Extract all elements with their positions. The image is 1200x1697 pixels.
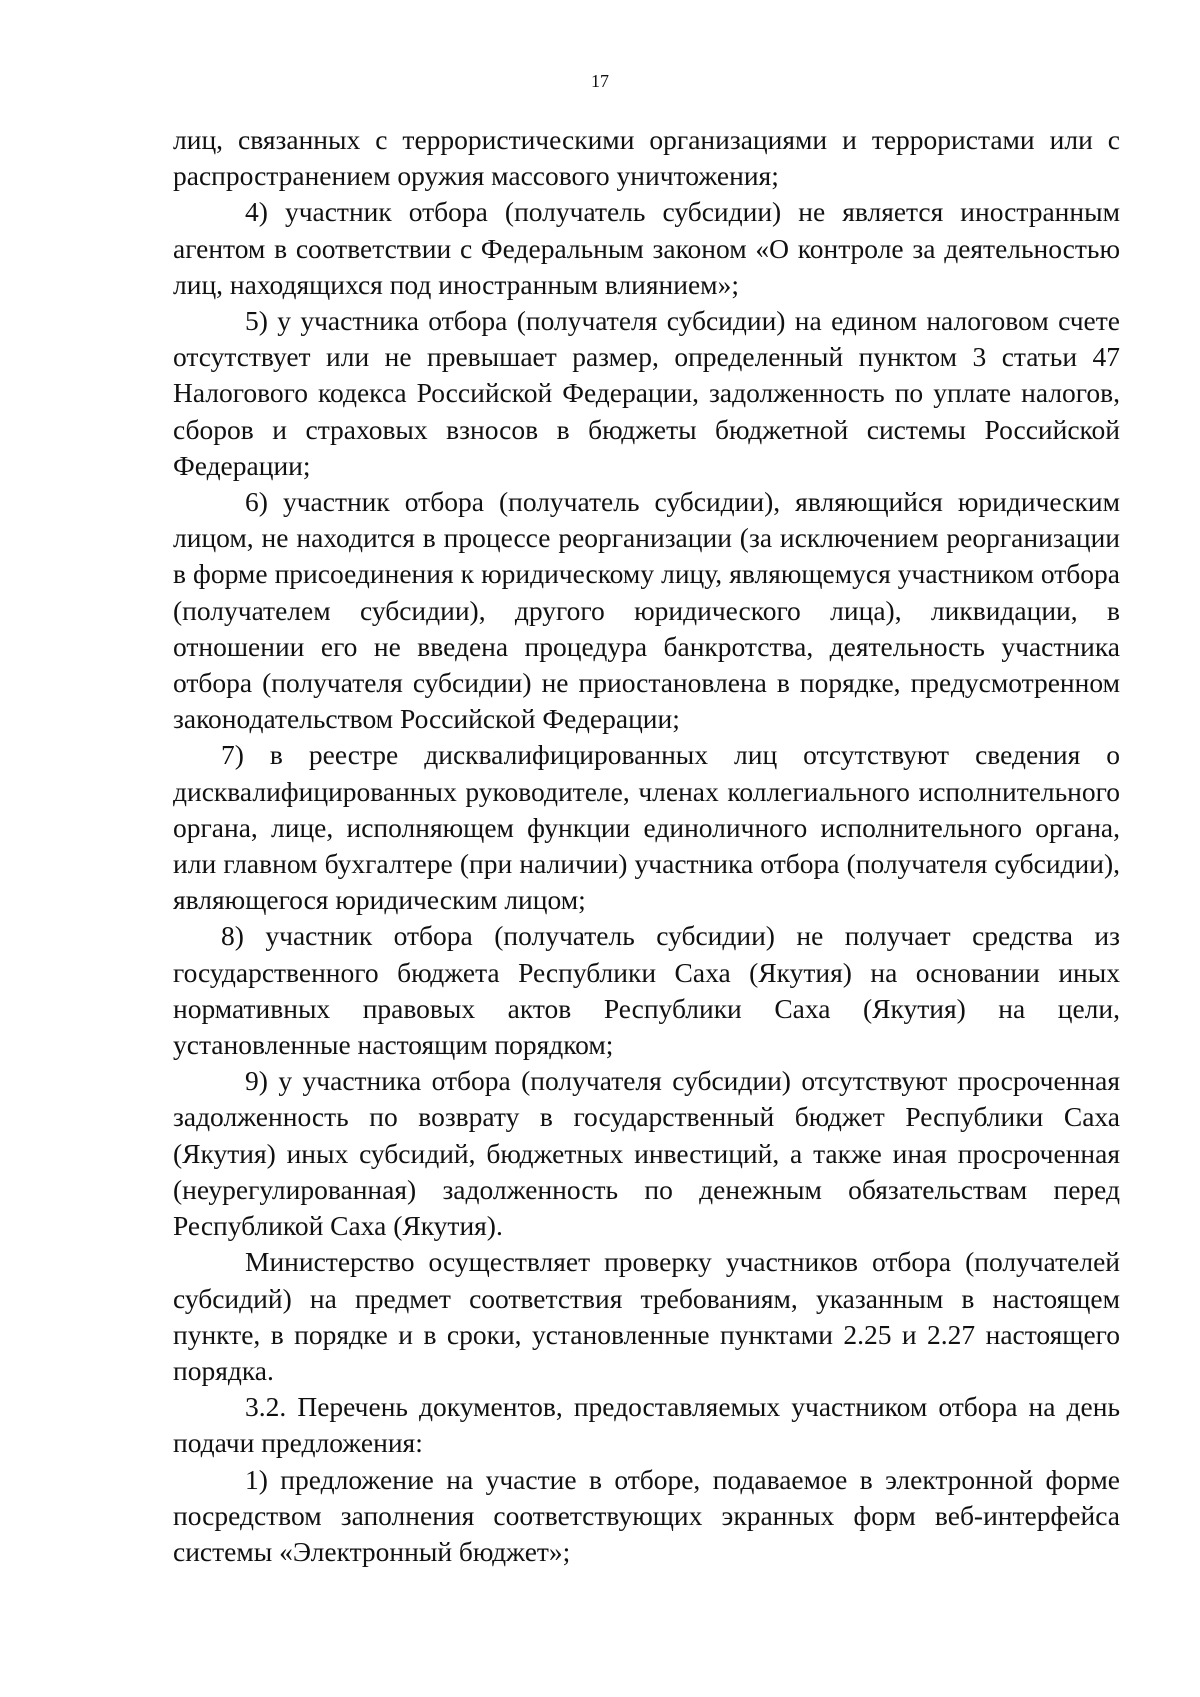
paragraph-section-3-2: 3.2. Перечень документов, предоставляемых участником отбора на день подачи предложения:: [173, 1391, 1120, 1459]
paragraph-item-4: 4) участник отбора (получатель субсидии) не является иностранным агентом в соответствии с Федеральным законом «О контроле за деятельностью лиц, находящихся под иностранным влиянием»;: [173, 196, 1120, 300]
paragraph-item-8: 8) участник отбора (получатель субсидии) не получает средства из государственного бюджета Республики Саха (Якутия) на основании иных нормативных правовых актов Республики Саха (Якутия) на цели, установленные настоящим порядком;: [173, 920, 1120, 1061]
document-body: [173, 122, 1120, 1570]
paragraph-document-item-1: 1) предложение на участие в отборе, подаваемое в электронной форме посредством заполнения соответствующих экранных форм веб-интерфейса системы «Электронный бюджет»;: [173, 1463, 1120, 1567]
paragraph-continuation: лиц, связанных с террористическими организациями и террористами или с распространением оружия массового уничтожения;: [173, 124, 1120, 192]
paragraph-ministry-check: Министерство осуществляет проверку участников отбора (получателей субсидий) на предмет соответствия требованиям, указанным в настоящем пункте, в порядке и в сроки, установленные пунктами 2.25 и 2.27 настоящего порядка.: [173, 1246, 1120, 1386]
paragraph-item-9: 9) у участника отбора (получателя субсидии) отсутствуют просроченная задолженность по возврату в государственный бюджет Республики Саха (Якутия) иных субсидий, бюджетных инвестиций, а также иная просроченная (неурегулированная) задолженность по денежным обязательствам перед Республикой Саха (Якутия).: [173, 1065, 1120, 1242]
page-number: 17: [591, 71, 609, 91]
paragraph-item-6: 6) участник отбора (получатель субсидии), являющийся юридическим лицом, не находится в процессе реорганизации (за исключением реорганизации в форме присоединения к юридическому лицу, являющемуся участником отбора (получателем субсидии), другого юридического лица), ликвидации, в отношении его не введена процедура банкротства, деятельность участника отбора (получателя субсидии) не приостановлена в порядке, предусмотренном законодательством Российской Федерации;: [173, 486, 1120, 735]
paragraph-item-7: 7) в реестре дисквалифицированных лиц отсутствуют сведения о дисквалифицированных руководителе, членах коллегиального исполнительного органа, лице, исполняющем функции единоличного исполнительного органа, или главном бухгалтере (при наличии) участника отбора (получателя субсидии), являющегося юридическим лицом;: [173, 739, 1120, 916]
paragraph-item-5: 5) у участника отбора (получателя субсидии) на едином налоговом счете отсутствует или не превышает размер, определенный пунктом 3 статьи 47 Налогового кодекса Российской Федерации, задолженность по уплате налогов, сборов и страховых взносов в бюджеты бюджетной системы Российской Федерации;: [173, 305, 1120, 481]
